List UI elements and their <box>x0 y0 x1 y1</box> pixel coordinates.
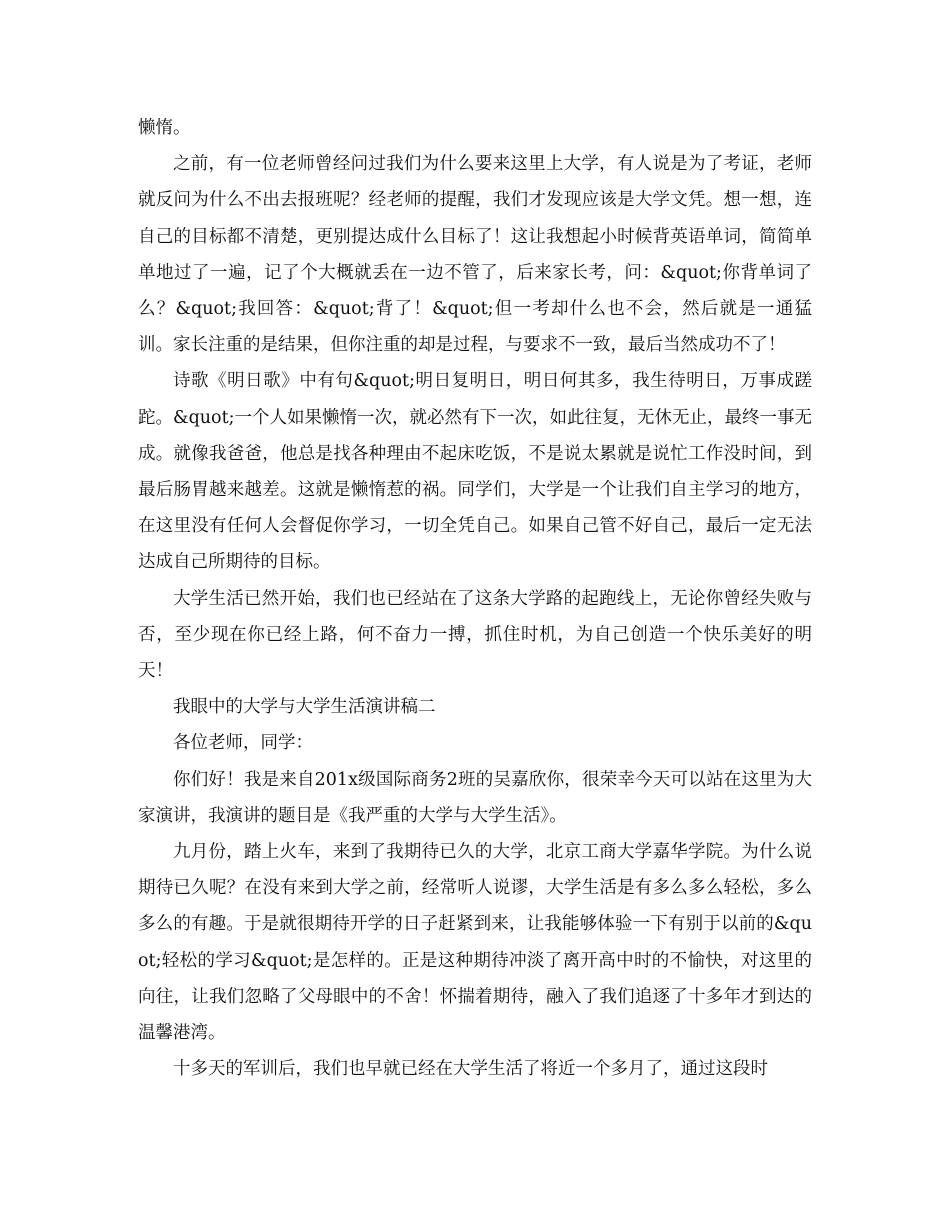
paragraph-3: 诗歌《明日歌》中有句&quot;明日复明日，明日何其多，我生待明日，万事成蹉跎。&quot;一个人如果懒惰一次，就必然有下一次，如此往复，无休无止，最终一事无成。就像我爸爸，他总是找各种理由不起床吃饭，不是说太累就是说忙工作没时间，到最后肠胃越来越差。这就是懒惰惹的祸。同学们，大学是一个让我们自主学习的地方，在这里没有任何人会督促你学习，一切全凭自己。如果自己管不好自己，最后一定无法达成自己所期待的目标。 <box>138 371 813 573</box>
document-body <box>138 110 812 1087</box>
paragraph-6: 九月份，踏上火车，来到了我期待已久的大学，北京工商大学嘉华学院。为什么说期待已久呢？在没有来到大学之前，经常听人说谬，大学生活是有多么多么轻松，多么多么的有趣。于是就很期待开学的日子赶紧到来，让我能够体验一下有别于以前的&quot;轻松的学习&quot;是怎样的。正是这种期待冲淡了离开高中时的不愉快，对这里的向往，让我们忽略了父母眼中的不舍！怀揣着期待，融入了我们追逐了十多年才到达的温馨港湾。 <box>138 842 812 1044</box>
section-heading: 我眼中的大学与大学生活演讲稿二 <box>173 697 436 718</box>
paragraph-2: 之前，有一位老师曾经问过我们为什么要来这里上大学，有人说是为了考证，老师就反问为什么不出去报班呢？经老师的提醒，我们才发现应该是大学文凭。想一想，连自己的目标都不清楚，更别提达成什么目标了！这让我想起小时候背英语单词，简简单单地过了一遍，记了个大概就丢在一边不管了，后来家长考，问：&quot;你背单词了么？&quot;我回答：&quot;背了！&quot;但一考却什么也不会，然后就是一通猛训。家长注重的是结果，但你注重的却是过程，与要求不一致，最后当然成功不了！ <box>138 154 812 356</box>
paragraph-5: 你们好！我是来自201x级国际商务2班的吴嘉欣你，很荣幸今天可以站在这里为大家演讲，我演讲的题目是《我严重的大学与大学生活》。 <box>138 769 812 826</box>
paragraph-1: 懒惰。 <box>138 118 191 138</box>
paragraph-7: 十多天的军训后，我们也早就已经在大学生活了将近一个多月了，通过这段时 <box>173 1059 768 1080</box>
salutation: 各位老师，同学： <box>173 733 313 754</box>
paragraph-4: 大学生活已然开始，我们也已经站在了这条大学路的起跑线上，无论你曾经失败与否，至少现在你已经上路，何不奋力一搏，抓住时机，为自己创造一个快乐美好的明天！ <box>138 588 812 682</box>
